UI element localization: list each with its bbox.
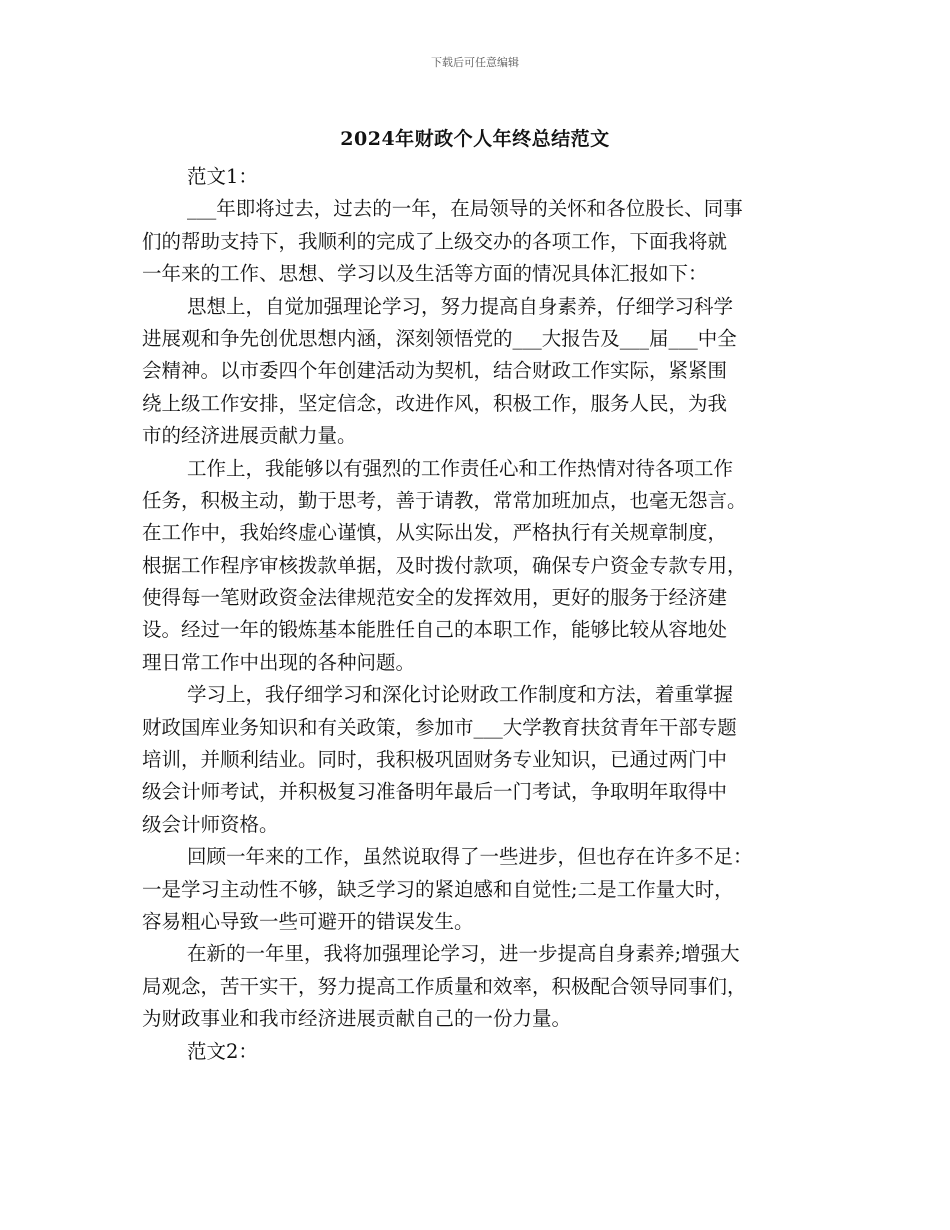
text-line: 会精神。以市委四个年创建活动为契机，结合财政工作实际，紧紧围 xyxy=(142,359,728,383)
text-line: 市的经济进展贡献力量。 xyxy=(142,424,357,448)
text-line: 绕上级工作安排，坚定信念，改进作风，积极工作，服务人民，为我 xyxy=(142,391,728,415)
text-line: 设。经过一年的锻炼基本能胜任自己的本职工作，能够比较从容地处 xyxy=(142,618,728,642)
text-line: 范文2： xyxy=(187,1039,258,1063)
text-line: 级会计师考试，并积极复习准备明年最后一门考试，争取明年取得中 xyxy=(142,780,728,804)
text-line: 在新的一年里，我将加强理论学习，进一步提高自身素养;增强大 xyxy=(187,942,740,966)
text-line: 使得每一笔财政资金法律规范安全的发挥效用，更好的服务于经济建 xyxy=(142,586,728,610)
text-line: 思想上，自觉加强理论学习，努力提高自身素养，仔细学习科学 xyxy=(187,294,734,318)
text-line: 一年来的工作、思想、学习以及生活等方面的情况具体汇报如下： xyxy=(142,262,708,286)
text-line: 培训，并顺利结业。同时，我积极巩固财务专业知识，已通过两门中 xyxy=(142,748,728,772)
text-line: 回顾一年来的工作，虽然说取得了一些进步，但也存在许多不足： xyxy=(187,845,753,869)
text-line: ___年即将过去，过去的一年，在局领导的关怀和各位股长、同事 xyxy=(187,197,743,221)
text-line: 理日常工作中出现的各种问题。 xyxy=(142,650,416,674)
document-title: 2024年财政个人年终总结范文 xyxy=(340,128,610,150)
text-line: 根据工作程序审核拨款单据，及时拨付款项，确保专户资金专款专用， xyxy=(142,553,747,577)
text-line: 财政国库业务知识和有关政策，参加市___大学教育扶贫青年干部专题 xyxy=(142,715,737,739)
text-line: 任务，积极主动，勤于思考，善于请教，常常加班加点，也毫无怨言。 xyxy=(142,488,747,512)
text-line: 工作上，我能够以有强烈的工作责任心和工作热情对待各项工作 xyxy=(187,456,734,480)
text-line: 一是学习主动性不够，缺乏学习的紧迫感和自觉性;二是工作量大时， xyxy=(142,877,734,901)
text-line: 进展观和争先创优思想内涵，深刻领悟党的___大报告及___届___中全 xyxy=(142,326,737,350)
page-header: 下载后可任意编辑 xyxy=(431,56,519,69)
document-body xyxy=(142,161,822,1068)
text-line: 范文1： xyxy=(187,165,258,188)
text-line: 局观念，苦干实干，努力提高工作质量和效率，积极配合领导同事们， xyxy=(142,974,747,998)
text-line: 级会计师资格。 xyxy=(142,812,279,836)
text-line: 为财政事业和我市经济进展贡献自己的一份力量。 xyxy=(142,1007,572,1031)
text-line: 容易粗心导致一些可避开的错误发生。 xyxy=(142,909,474,933)
text-line: 们的帮助支持下，我顺利的完成了上级交办的各项工作，下面我将就 xyxy=(142,229,728,253)
text-line: 学习上，我仔细学习和深化讨论财政工作制度和方法，着重掌握 xyxy=(187,683,734,707)
text-line: 在工作中，我始终虚心谨慎，从实际出发，严格执行有关规章制度， xyxy=(142,521,728,545)
